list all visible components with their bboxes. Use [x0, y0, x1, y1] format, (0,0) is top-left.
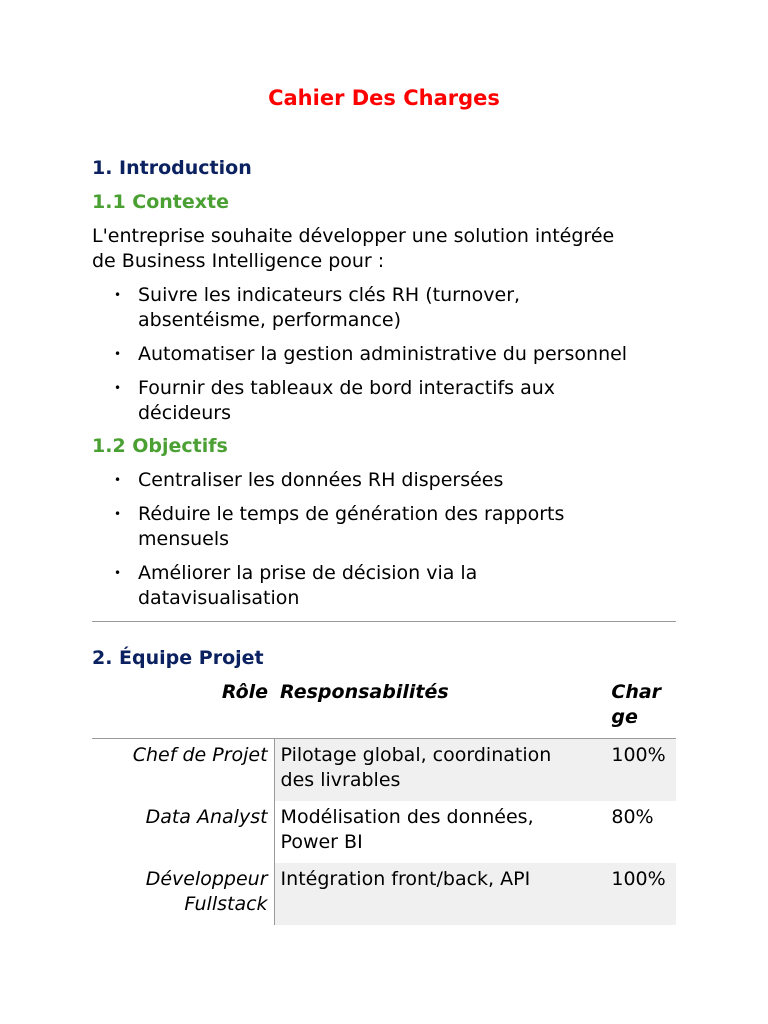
- horizontal-divider: [92, 621, 676, 622]
- list-item: [92, 376, 676, 426]
- table-row: [92, 801, 676, 863]
- responsabilites-cell: [274, 739, 605, 802]
- bullet-icon: •: [114, 347, 122, 361]
- header-line: ge: [611, 706, 638, 728]
- paragraph-line: L'entreprise souhaite développer une solution intégrée: [92, 225, 615, 247]
- list-item-line: datavisualisation: [138, 587, 300, 609]
- cell-line: Modélisation des données,: [280, 806, 534, 828]
- charge-cell: 80%: [611, 806, 654, 828]
- column-header-charge: [605, 676, 676, 739]
- cell-line: Intégration front/back, API: [280, 868, 531, 890]
- cell-line: Fullstack: [184, 893, 268, 915]
- cell-line: Data Analyst: [145, 806, 268, 828]
- list-item-line: Centraliser les données RH dispersées: [138, 469, 504, 491]
- list-item-line: Fournir des tableaux de bord interactifs aux: [138, 377, 556, 399]
- cell-line: des livrables: [280, 769, 401, 791]
- contexte-bullet-list: [92, 283, 676, 435]
- charge-cell: 100%: [605, 863, 676, 925]
- table-header-row: [92, 676, 676, 739]
- role-cell: [92, 801, 274, 863]
- section-heading-introduction: 1. Introduction: [92, 157, 252, 179]
- list-item-line: Réduire le temps de génération des rapports: [138, 503, 565, 525]
- role-cell: [92, 863, 274, 925]
- list-item-line: décideurs: [138, 402, 231, 424]
- bullet-icon: •: [114, 381, 122, 395]
- section-heading-equipe-projet: 2. Équipe Projet: [92, 647, 264, 669]
- list-item: [92, 561, 676, 611]
- responsabilites-cell: [274, 863, 605, 925]
- list-item-line: mensuels: [138, 528, 230, 550]
- subsection-heading-objectifs: 1.2 Objectifs: [92, 435, 228, 457]
- bullet-icon: •: [114, 566, 122, 580]
- list-item: [92, 283, 676, 333]
- charge-cell: 100%: [605, 739, 676, 802]
- cell-line: Chef de Projet: [132, 744, 268, 766]
- list-item-line: Automatiser la gestion administrative du personnel: [138, 343, 628, 365]
- cell-line: Pilotage global, coordination: [280, 744, 552, 766]
- objectifs-bullet-list: [92, 468, 676, 620]
- bullet-icon: •: [114, 288, 122, 302]
- cell-line: Développeur: [145, 868, 268, 890]
- bullet-icon: •: [114, 473, 122, 487]
- column-header-role: Rôle: [221, 681, 269, 703]
- list-item-line: absentéisme, performance): [138, 309, 402, 331]
- subsection-heading-contexte: 1.1 Contexte: [92, 191, 229, 213]
- team-table: [92, 676, 676, 925]
- document-title: Cahier Des Charges: [268, 86, 500, 110]
- list-item-line: Suivre les indicateurs clés RH (turnover,: [138, 284, 521, 306]
- list-item: [92, 502, 676, 552]
- header-line: Char: [611, 681, 662, 703]
- table-row: [92, 863, 676, 925]
- list-item: [92, 342, 676, 367]
- list-item-line: Améliorer la prise de décision via la: [138, 562, 478, 584]
- contexte-paragraph: [92, 224, 676, 274]
- cell-line: Power BI: [280, 831, 363, 853]
- column-header-responsabilites: Responsabilités: [280, 681, 449, 703]
- cell-line: [281, 892, 600, 917]
- responsabilites-cell: [274, 801, 605, 863]
- list-item: [92, 468, 676, 493]
- role-cell: [92, 739, 274, 802]
- bullet-icon: •: [114, 507, 122, 521]
- table-row: [92, 739, 676, 802]
- paragraph-line: de Business Intelligence pour :: [92, 250, 385, 272]
